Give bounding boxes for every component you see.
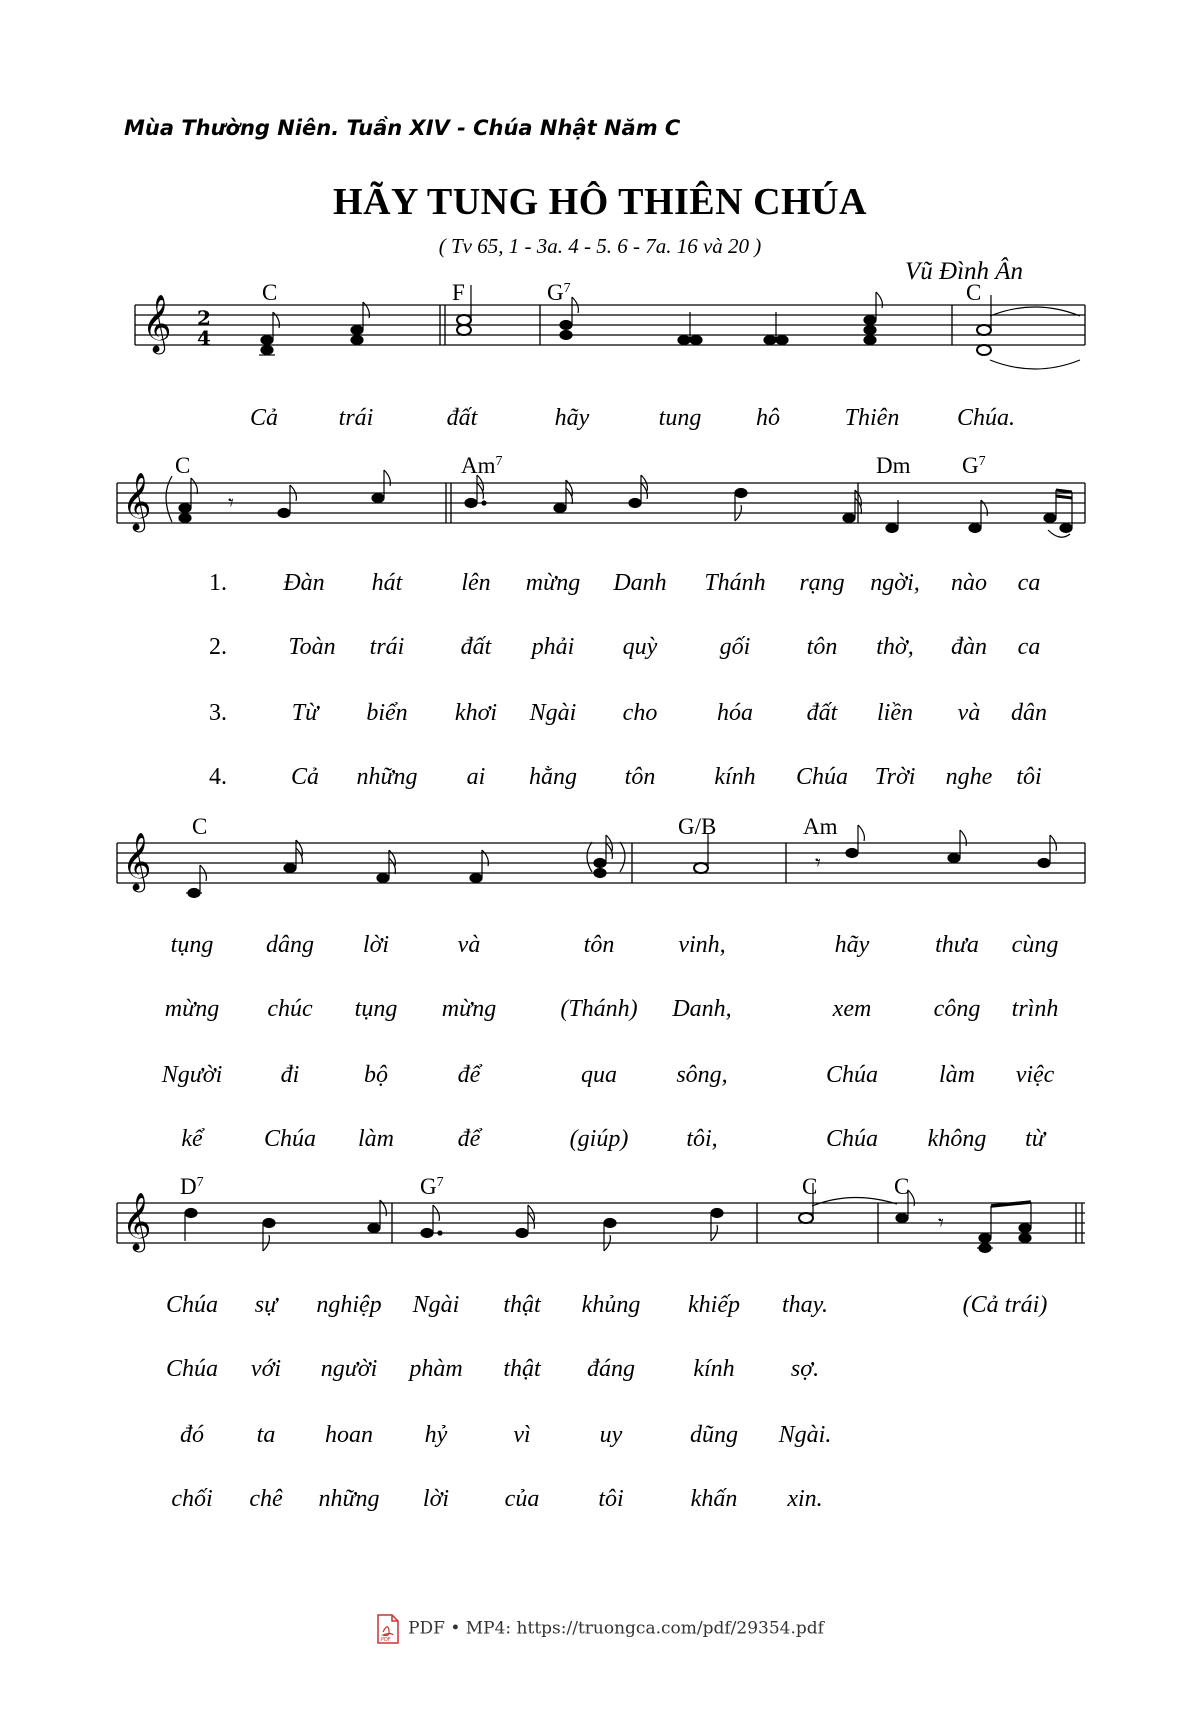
chord-label: Am — [803, 814, 838, 839]
lyric-word: Ngài. — [778, 1422, 832, 1448]
lyric-word: khấn — [690, 1486, 738, 1512]
lyric-word: Chúa. — [956, 405, 1016, 431]
lyric-word: Danh — [613, 570, 667, 596]
lyric-word: lên — [461, 570, 491, 596]
chord-label: C — [175, 453, 191, 478]
lyric-word: trái — [338, 405, 374, 431]
lyric-word: chối — [171, 1486, 213, 1512]
lyric-word: đất — [460, 634, 492, 660]
lyric-word: đáng — [587, 1356, 635, 1382]
lyric-word: trái — [369, 634, 405, 660]
staff-system-3 — [0, 810, 1200, 910]
lyric-word: kể — [181, 1126, 203, 1152]
lyric-word: Đàn — [283, 570, 325, 596]
lyric-word: Chúa — [795, 764, 849, 790]
lyric-word: Ngài — [412, 1292, 460, 1318]
lyric-word: uy — [599, 1422, 623, 1448]
lyric-word: Trời — [874, 764, 916, 790]
lyric-word: rạng — [799, 570, 845, 596]
chord-label: $G^7$ — [420, 1174, 444, 1199]
lyric-word: sợ. — [790, 1356, 820, 1382]
lyric-word: làm — [358, 1126, 394, 1152]
lyric-word: thật — [503, 1292, 541, 1318]
lyric-word: những — [356, 764, 418, 790]
lyric-word: Toàn — [288, 634, 336, 660]
svg-text:PDF: PDF — [381, 1637, 391, 1643]
lyric-word: đàn — [951, 634, 987, 660]
lyric-word: Chúa — [825, 1062, 879, 1088]
lyric-word: chê — [249, 1486, 283, 1512]
chord-label: C — [894, 1174, 910, 1199]
time-signature-top: 2 — [197, 306, 211, 330]
lyric-word: dân — [1011, 700, 1047, 726]
treble-clef-icon: 𝄞 — [122, 1192, 152, 1250]
lyric-word: sông, — [676, 1062, 728, 1088]
chord-label: Am$^7$ — [461, 453, 503, 478]
lyric-word: để — [457, 1062, 481, 1088]
lyric-word: Chúa — [263, 1126, 317, 1152]
lyric-word: nào — [951, 570, 987, 596]
lyric-word: khiếp — [688, 1292, 740, 1318]
treble-clef-icon: 𝄞 — [122, 472, 152, 530]
lyric-word: mừng — [164, 996, 220, 1022]
lyric-word: Chúa — [825, 1126, 879, 1152]
pdf-icon — [376, 1614, 400, 1644]
lyric-word: xin. — [787, 1486, 823, 1512]
verse-number: 2. — [209, 634, 227, 660]
lyric-word: hát — [371, 570, 403, 596]
lyric-word: kính — [693, 1356, 735, 1382]
time-signature-bottom: 4 — [197, 326, 211, 350]
chord-label: $G^7$ — [547, 280, 571, 305]
svg-text:𝄾: 𝄾 — [938, 1211, 944, 1236]
lyric-word: cho — [622, 700, 658, 726]
lyric-word: qua — [581, 1062, 617, 1088]
chord-label: C — [262, 280, 278, 305]
lyric-word: tôn — [583, 932, 615, 958]
lyric-word: hằng — [529, 764, 577, 790]
lyric-word: gối — [719, 634, 751, 660]
chord-label: $D^7$ — [180, 1174, 204, 1199]
lyric-word: tôi — [598, 1486, 624, 1512]
lyric-word: ca — [1017, 634, 1041, 660]
lyric-word: lời — [422, 1486, 450, 1512]
lyric-word: đất — [446, 405, 478, 431]
lyric-word: lời — [362, 932, 390, 958]
lyric-word: Thiên — [844, 405, 900, 431]
lyric-word: tôi, — [686, 1126, 718, 1152]
liturgical-season: Mùa Thường Niên. Tuần XIV - Chúa Nhật Năm C — [124, 116, 681, 140]
lyric-word: thờ, — [876, 634, 914, 660]
lyric-word: với — [250, 1356, 282, 1382]
lyric-word: mừng — [441, 996, 497, 1022]
svg-text:𝄾: 𝄾 — [228, 491, 234, 516]
lyric-word: ca — [1017, 570, 1041, 596]
chord-label: C — [966, 280, 982, 305]
lyric-word: Cả — [290, 764, 320, 790]
lyric-word: Thánh — [704, 570, 766, 596]
lyric-word: không — [927, 1126, 987, 1152]
lyric-word: và — [457, 932, 481, 958]
lyric-word: liền — [877, 700, 913, 726]
lyric-word: quỳ — [622, 634, 658, 660]
lyric-word: biển — [366, 700, 408, 726]
chord-label: F — [452, 280, 465, 305]
lyric-word: Cả — [249, 405, 279, 431]
verse-number: 4. — [209, 764, 227, 790]
lyric-word: vì — [513, 1422, 531, 1448]
chord-label: C — [192, 814, 208, 839]
lyric-word: những — [318, 1486, 380, 1512]
lyric-word: hoan — [325, 1422, 373, 1448]
lyric-word: trình — [1011, 996, 1059, 1022]
footer-link[interactable] — [0, 1614, 1200, 1644]
lyric-word: nghe — [945, 764, 993, 790]
lyric-word: xem — [832, 996, 872, 1022]
lyric-word: mừng — [525, 570, 581, 596]
chord-label: C — [802, 1174, 818, 1199]
lyric-word: tụng — [354, 996, 398, 1022]
lyric-word: sự — [254, 1292, 278, 1318]
lyric-word: vinh, — [678, 932, 726, 958]
staff-system-2 — [0, 440, 1200, 550]
lyric-word: để — [457, 1126, 481, 1152]
lyric-word: hô — [756, 405, 780, 431]
lyric-word: ai — [466, 764, 486, 790]
lyric-word: bộ — [364, 1062, 388, 1088]
psalm-reference: ( Tv 65, 1 - 3a. 4 - 5. 6 - 7a. 16 và 20 ) — [438, 234, 762, 258]
lyric-word: đất — [806, 700, 838, 726]
lyric-word: Chúa — [165, 1292, 219, 1318]
lyric-word: (giúp) — [569, 1126, 629, 1152]
lyric-word: tụng — [170, 932, 214, 958]
lyric-word: chúc — [267, 996, 313, 1022]
staff-system-4 — [0, 1170, 1200, 1270]
lyric-word: đi — [280, 1062, 300, 1088]
lyric-word: kính — [714, 764, 756, 790]
lyric-word: hóa — [717, 700, 753, 726]
lyric-word: nghiệp — [316, 1292, 382, 1318]
lyric-word: tôn — [624, 764, 656, 790]
lyric-word: ngời, — [870, 570, 920, 596]
lyric-word: việc — [1015, 1062, 1055, 1088]
lyric-word: làm — [939, 1062, 975, 1088]
lyric-word: Người — [161, 1062, 223, 1088]
lyric-word: khơi — [454, 700, 498, 726]
lyric-word: thay. — [782, 1292, 828, 1318]
lyric-word: dũng — [690, 1422, 738, 1448]
lyric-word: (Thánh) — [560, 996, 638, 1022]
lyric-word: ta — [256, 1422, 276, 1448]
lyric-word: tôi — [1016, 764, 1042, 790]
chord-label: Dm — [876, 453, 911, 478]
treble-clef-icon: 𝄞 — [122, 832, 152, 890]
staff-system-1 — [0, 260, 1200, 380]
lyric-word: phàm — [409, 1356, 463, 1382]
lyric-word: phải — [531, 634, 575, 660]
lyric-word: Từ — [291, 700, 319, 726]
lyric-word: của — [504, 1486, 540, 1512]
lyric-word: tung — [658, 405, 702, 431]
lyric-word: công — [933, 996, 981, 1022]
verse-number: 3. — [209, 700, 227, 726]
lyric-word: hãy — [834, 932, 870, 958]
lyric-word: đó — [180, 1422, 204, 1448]
chord-label: $G^7$ — [962, 453, 986, 478]
footer-text[interactable]: PDF • MP4: https://truongca.com/pdf/29354.pdf — [408, 1618, 824, 1639]
lyric-word: hỷ — [424, 1422, 448, 1448]
lyric-word: Danh, — [672, 996, 732, 1022]
lyric-word: cùng — [1011, 932, 1059, 958]
lyric-word: thật — [503, 1356, 541, 1382]
repeat-cue: (Cả trái) — [962, 1292, 1048, 1318]
lyric-word: và — [957, 700, 981, 726]
lyric-word: Ngài — [529, 700, 577, 726]
lyric-word: dâng — [266, 932, 314, 958]
lyric-word: khủng — [581, 1292, 641, 1318]
lyric-word: từ — [1025, 1126, 1045, 1152]
composer-name: Vũ Đình Ân — [905, 258, 1024, 285]
lyric-word: người — [320, 1356, 378, 1382]
lyric-word: tôn — [806, 634, 838, 660]
chord-label: G/B — [678, 814, 717, 839]
lyric-word: thưa — [935, 932, 979, 958]
song-title: HÃY TUNG HÔ THIÊN CHÚA — [333, 181, 867, 223]
treble-clef-icon: 𝄞 — [142, 294, 172, 352]
lyric-word: Chúa — [165, 1356, 219, 1382]
svg-text:𝄾: 𝄾 — [815, 851, 821, 876]
lyric-word: hãy — [554, 405, 590, 431]
verse-number: 1. — [209, 570, 227, 596]
